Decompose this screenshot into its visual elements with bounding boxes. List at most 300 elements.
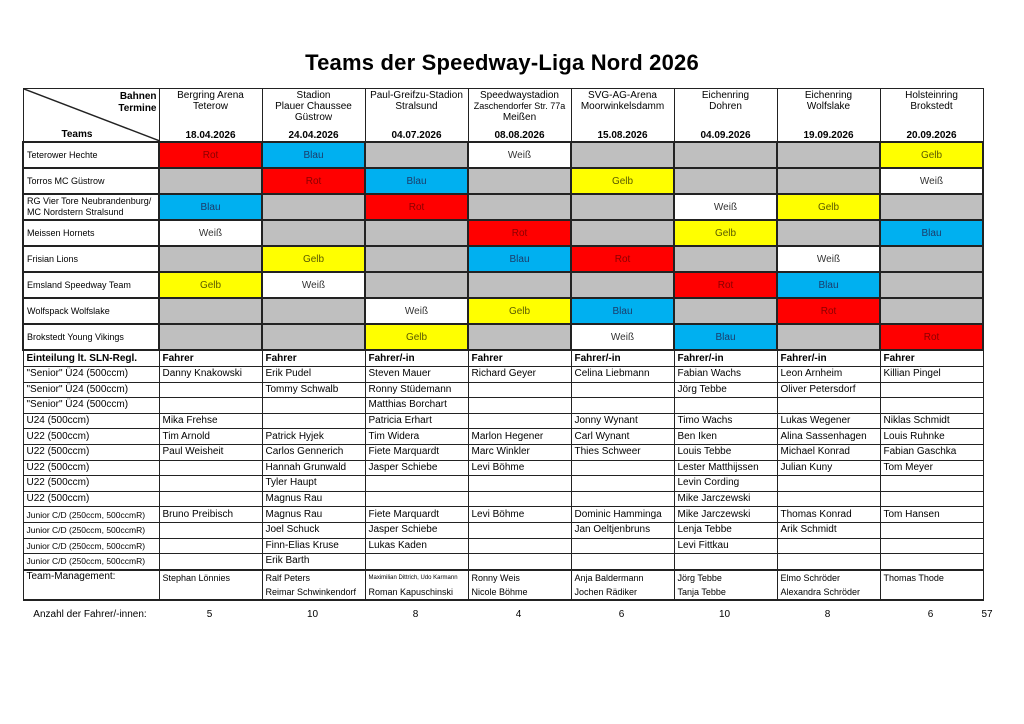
team-name: Emsland Speedway Team xyxy=(23,272,159,298)
empty-cell xyxy=(571,272,674,298)
driver-name: Louis Tebbe xyxy=(674,444,777,460)
footer-counts xyxy=(22,609,1022,623)
venue-line: Stadion xyxy=(296,90,331,101)
empty-cell xyxy=(468,194,571,220)
driver-name: Erik Pudel xyxy=(262,367,365,383)
management-cell xyxy=(674,570,777,600)
venue-line: Bergring Arena xyxy=(177,90,244,101)
empty-driver-cell xyxy=(365,476,468,492)
empty-cell xyxy=(674,142,777,168)
driver-name: Lukas Wegener xyxy=(777,413,880,429)
color-assignment-cell: Blau xyxy=(365,168,468,194)
driver-name: Jörg Tebbe xyxy=(674,382,777,398)
footer-label: Anzahl der Fahrer/-innen: xyxy=(33,609,147,620)
class-column-header: Einteilung lt. SLN-Regl. xyxy=(23,350,159,367)
team-row xyxy=(23,324,983,350)
empty-driver-cell xyxy=(262,413,365,429)
venue-date: 20.09.2026 xyxy=(906,130,957,141)
empty-cell xyxy=(159,168,262,194)
management-cell xyxy=(571,570,674,600)
venue-name xyxy=(884,89,980,130)
venue-name xyxy=(472,89,568,130)
driver-class: "Senior" Ü24 (500ccm) xyxy=(23,367,159,383)
color-assignment-cell: Rot xyxy=(468,220,571,246)
driver-row xyxy=(23,429,983,445)
empty-driver-cell xyxy=(468,538,571,554)
driver-row xyxy=(23,413,983,429)
empty-cell xyxy=(262,298,365,324)
driver-column-header: Fahrer xyxy=(880,350,983,367)
venue-name xyxy=(781,89,877,130)
driver-name: Tom Meyer xyxy=(880,460,983,476)
manager-name: Maximilian Dittrich, Udo Karmann xyxy=(368,574,458,581)
venue-header xyxy=(674,89,777,143)
empty-driver-cell xyxy=(571,398,674,414)
venue-line: Teterow xyxy=(192,101,228,112)
driver-column-header: Fahrer xyxy=(468,350,571,367)
empty-driver-cell xyxy=(674,554,777,570)
manager-name: Ronny Weis xyxy=(471,572,520,583)
driver-name: Levin Cording xyxy=(674,476,777,492)
header-row xyxy=(23,89,983,143)
empty-cell xyxy=(365,272,468,298)
team-row xyxy=(23,220,983,246)
driver-name: Jonny Wynant xyxy=(571,413,674,429)
manager-name: Jochen Rädiker xyxy=(574,586,638,597)
color-assignment-cell: Weiß xyxy=(777,246,880,272)
color-assignment-cell: Blau xyxy=(880,220,983,246)
driver-name: Fiete Marquardt xyxy=(365,444,468,460)
management-cell xyxy=(262,570,365,600)
color-assignment-cell: Weiß xyxy=(468,142,571,168)
manager-name: Nicole Böhme xyxy=(471,586,528,597)
empty-driver-cell xyxy=(777,491,880,507)
color-assignment-cell: Blau xyxy=(159,194,262,220)
empty-driver-cell xyxy=(777,554,880,570)
venue-line: Speedwaystadion xyxy=(480,90,559,101)
team-name: RG Vier Tore Neubrandenburg/ MC Nordstern Stralsund xyxy=(23,194,159,220)
venue-header xyxy=(880,89,983,143)
empty-driver-cell xyxy=(880,491,983,507)
venue-line xyxy=(781,112,877,123)
driver-name: Fiete Marquardt xyxy=(365,507,468,523)
venue-line xyxy=(369,112,465,123)
manager-name: Roman Kapuschinski xyxy=(368,586,454,597)
driver-row xyxy=(23,507,983,523)
driver-name: Levi Böhme xyxy=(468,460,571,476)
color-assignment-cell: Weiß xyxy=(880,168,983,194)
driver-name: Leon Arnheim xyxy=(777,367,880,383)
color-assignment-cell: Rot xyxy=(571,246,674,272)
manager-name: Elmo Schröder xyxy=(780,572,841,583)
color-assignment-cell: Gelb xyxy=(468,298,571,324)
driver-count: 8 xyxy=(412,609,419,620)
driver-class: U22 (500ccm) xyxy=(23,460,159,476)
driver-name: Lester Matthijssen xyxy=(674,460,777,476)
team-name: Brokstedt Young Vikings xyxy=(23,324,159,350)
driver-name: Dominic Hamminga xyxy=(571,507,674,523)
manager-name xyxy=(884,585,980,599)
team-name: Torros MC Güstrow xyxy=(23,168,159,194)
empty-driver-cell xyxy=(880,554,983,570)
venue-name xyxy=(266,89,362,130)
empty-cell xyxy=(880,246,983,272)
venue-date: 24.04.2026 xyxy=(288,130,339,141)
empty-driver-cell xyxy=(777,476,880,492)
color-assignment-cell: Rot xyxy=(777,298,880,324)
driver-count: 6 xyxy=(618,609,625,620)
empty-cell xyxy=(159,298,262,324)
driver-name: Levi Böhme xyxy=(468,507,571,523)
empty-driver-cell xyxy=(159,460,262,476)
manager-name: Reimar Schwinkendorf xyxy=(265,586,357,597)
empty-cell xyxy=(880,194,983,220)
driver-name: Lenja Tebbe xyxy=(674,522,777,538)
empty-driver-cell xyxy=(880,476,983,492)
manager-name: Tanja Tebbe xyxy=(677,586,726,597)
driver-total: 57 xyxy=(981,609,993,620)
color-assignment-cell: Weiß xyxy=(159,220,262,246)
empty-driver-cell xyxy=(365,554,468,570)
empty-driver-cell xyxy=(468,413,571,429)
driver-count: 4 xyxy=(515,609,522,620)
empty-driver-cell xyxy=(880,522,983,538)
empty-driver-cell xyxy=(365,491,468,507)
page-title: Teams der Speedway-Liga Nord 2026 xyxy=(305,50,699,75)
venue-line xyxy=(884,112,980,123)
management-cell xyxy=(365,570,468,600)
manager-name: Anja Baldermann xyxy=(574,572,644,583)
driver-class: U22 (500ccm) xyxy=(23,429,159,445)
empty-cell xyxy=(777,324,880,350)
venue-name xyxy=(163,89,259,130)
venue-line: Güstrow xyxy=(294,112,333,123)
driver-name: Oliver Petersdorf xyxy=(777,382,880,398)
empty-cell xyxy=(777,220,880,246)
driver-name: Carl Wynant xyxy=(571,429,674,445)
color-assignment-cell: Rot xyxy=(159,142,262,168)
venue-line: Wolfslake xyxy=(806,101,851,112)
venue-date: 04.07.2026 xyxy=(391,130,442,141)
league-table xyxy=(22,88,984,601)
driver-class: U22 (500ccm) xyxy=(23,476,159,492)
driver-column-header: Fahrer/-in xyxy=(777,350,880,367)
color-assignment-cell: Blau xyxy=(777,272,880,298)
team-row xyxy=(23,246,983,272)
color-assignment-cell: Blau xyxy=(468,246,571,272)
empty-cell xyxy=(159,324,262,350)
empty-driver-cell xyxy=(880,538,983,554)
management-row xyxy=(23,570,983,600)
management-cell xyxy=(159,570,262,600)
driver-name: Finn-Elias Kruse xyxy=(262,538,365,554)
color-assignment-cell: Rot xyxy=(365,194,468,220)
empty-driver-cell xyxy=(159,554,262,570)
empty-driver-cell xyxy=(571,382,674,398)
color-assignment-cell: Rot xyxy=(262,168,365,194)
venue-line xyxy=(575,112,671,123)
driver-class: "Senior" Ü24 (500ccm) xyxy=(23,398,159,414)
venue-line: Brokstedt xyxy=(910,101,953,112)
manager-name: Stephan Lönnies xyxy=(162,572,231,583)
driver-name: Marc Winkler xyxy=(468,444,571,460)
driver-name: Ronny Stüdemann xyxy=(365,382,468,398)
empty-cell xyxy=(159,246,262,272)
corner-bahnen: Bahnen xyxy=(119,91,157,102)
venue-name xyxy=(575,89,671,130)
empty-driver-cell xyxy=(571,538,674,554)
venue-name xyxy=(678,89,774,130)
driver-name: Tom Hansen xyxy=(880,507,983,523)
empty-driver-cell xyxy=(880,382,983,398)
driver-class: U22 (500ccm) xyxy=(23,444,159,460)
team-row xyxy=(23,272,983,298)
empty-cell xyxy=(674,298,777,324)
empty-driver-cell xyxy=(159,491,262,507)
empty-driver-cell xyxy=(159,398,262,414)
manager-name: Jörg Tebbe xyxy=(677,572,722,583)
empty-cell xyxy=(880,272,983,298)
empty-driver-cell xyxy=(571,460,674,476)
driver-name: Julian Kuny xyxy=(777,460,880,476)
driver-class: Junior C/D (250ccm, 500ccmR) xyxy=(23,507,159,523)
empty-driver-cell xyxy=(880,398,983,414)
empty-cell xyxy=(468,324,571,350)
team-row xyxy=(23,168,983,194)
driver-count: 6 xyxy=(927,609,934,620)
venue-line: Zaschendorfer Str. 77a xyxy=(473,101,566,111)
driver-name: Mika Frehse xyxy=(159,413,262,429)
venue-date: 04.09.2026 xyxy=(700,130,751,141)
venue-header xyxy=(571,89,674,143)
driver-row xyxy=(23,554,983,570)
driver-column-header: Fahrer/-in xyxy=(365,350,468,367)
driver-name: Danny Knakowski xyxy=(159,367,262,383)
venue-line: Dohren xyxy=(709,101,742,112)
venue-header xyxy=(365,89,468,143)
management-cell xyxy=(468,570,571,600)
color-assignment-cell: Gelb xyxy=(262,246,365,272)
color-assignment-cell: Gelb xyxy=(159,272,262,298)
driver-class: "Senior" Ü24 (500ccm) xyxy=(23,382,159,398)
venue-date: 19.09.2026 xyxy=(803,130,854,141)
color-assignment-cell: Weiß xyxy=(674,194,777,220)
color-assignment-cell: Weiß xyxy=(571,324,674,350)
driver-name: Carlos Gennerich xyxy=(262,444,365,460)
corner-labels xyxy=(118,91,156,115)
venue-line xyxy=(163,112,259,123)
empty-driver-cell xyxy=(777,398,880,414)
color-assignment-cell: Gelb xyxy=(880,142,983,168)
empty-driver-cell xyxy=(468,476,571,492)
empty-cell xyxy=(262,194,365,220)
empty-driver-cell xyxy=(674,398,777,414)
driver-row xyxy=(23,460,983,476)
empty-cell xyxy=(571,220,674,246)
driver-name: Timo Wachs xyxy=(674,413,777,429)
driver-name: Tommy Schwalb xyxy=(262,382,365,398)
driver-name: Richard Geyer xyxy=(468,367,571,383)
color-assignment-cell: Gelb xyxy=(674,220,777,246)
empty-cell xyxy=(777,168,880,194)
driver-class: Junior C/D (250ccm, 500ccmR) xyxy=(23,554,159,570)
driver-name: Arik Schmidt xyxy=(777,522,880,538)
team-name: Wolfspack Wolfslake xyxy=(23,298,159,324)
venue-header xyxy=(159,89,262,143)
driver-name: Jan Oeltjenbruns xyxy=(571,522,674,538)
management-cell xyxy=(777,570,880,600)
driver-class: U22 (500ccm) xyxy=(23,491,159,507)
driver-name: Jasper Schiebe xyxy=(365,522,468,538)
driver-row xyxy=(23,522,983,538)
driver-row xyxy=(23,491,983,507)
empty-cell xyxy=(262,324,365,350)
driver-name: Patricia Erhart xyxy=(365,413,468,429)
driver-name: Thomas Konrad xyxy=(777,507,880,523)
driver-name: Niklas Schmidt xyxy=(880,413,983,429)
driver-count: 10 xyxy=(718,609,731,620)
drivers-header-row xyxy=(23,350,983,367)
driver-row xyxy=(23,538,983,554)
driver-name: Ben Iken xyxy=(674,429,777,445)
venue-line xyxy=(678,112,774,123)
venue-line: Paul-Greifzu-Stadion xyxy=(370,90,463,101)
empty-driver-cell xyxy=(159,522,262,538)
driver-name: Jasper Schiebe xyxy=(365,460,468,476)
driver-row xyxy=(23,367,983,383)
manager-name: Ralf Peters xyxy=(265,572,311,583)
team-row xyxy=(23,298,983,324)
driver-name: Paul Weisheit xyxy=(159,444,262,460)
driver-name: Matthias Borchart xyxy=(365,398,468,414)
driver-class: Junior C/D (250ccm, 500ccmR) xyxy=(23,522,159,538)
manager-name xyxy=(163,585,259,599)
driver-name: Louis Ruhnke xyxy=(880,429,983,445)
venue-line: Eichenring xyxy=(804,90,853,101)
venue-line: Eichenring xyxy=(701,90,750,101)
empty-cell xyxy=(674,168,777,194)
team-name: Meissen Hornets xyxy=(23,220,159,246)
driver-class: U24 (500ccm) xyxy=(23,413,159,429)
team-row xyxy=(23,142,983,168)
empty-cell xyxy=(468,272,571,298)
driver-name: Hannah Grunwald xyxy=(262,460,365,476)
manager-name: Alexandra Schröder xyxy=(780,586,861,597)
driver-name: Mike Jarczewski xyxy=(674,491,777,507)
driver-row xyxy=(23,398,983,414)
empty-driver-cell xyxy=(468,554,571,570)
driver-row xyxy=(23,382,983,398)
venue-date: 15.08.2026 xyxy=(597,130,648,141)
driver-count: 5 xyxy=(206,609,213,620)
empty-cell xyxy=(880,298,983,324)
driver-column-header: Fahrer xyxy=(159,350,262,367)
driver-column-header: Fahrer/-in xyxy=(674,350,777,367)
team-row xyxy=(23,194,983,220)
driver-name: Marlon Hegener xyxy=(468,429,571,445)
venue-line: Stralsund xyxy=(395,101,438,112)
driver-name: Steven Mauer xyxy=(365,367,468,383)
color-assignment-cell: Blau xyxy=(674,324,777,350)
empty-driver-cell xyxy=(468,398,571,414)
driver-row xyxy=(23,476,983,492)
manager-name: Thomas Thode xyxy=(883,572,944,583)
color-assignment-cell: Weiß xyxy=(365,298,468,324)
corner-cell xyxy=(23,89,159,143)
empty-driver-cell xyxy=(468,382,571,398)
driver-name: Celina Liebmann xyxy=(571,367,674,383)
driver-column-header: Fahrer/-in xyxy=(571,350,674,367)
driver-name: Tim Widera xyxy=(365,429,468,445)
venue-header xyxy=(468,89,571,143)
driver-name: Fabian Wachs xyxy=(674,367,777,383)
empty-driver-cell xyxy=(468,491,571,507)
driver-name: Joel Schuck xyxy=(262,522,365,538)
empty-driver-cell xyxy=(777,538,880,554)
empty-driver-cell xyxy=(159,476,262,492)
venue-line: SVG-AG-Arena xyxy=(588,90,657,101)
color-assignment-cell: Blau xyxy=(571,298,674,324)
color-assignment-cell: Weiß xyxy=(262,272,365,298)
color-assignment-cell: Gelb xyxy=(571,168,674,194)
color-assignment-cell: Rot xyxy=(674,272,777,298)
driver-name: Fabian Gaschka xyxy=(880,444,983,460)
empty-cell xyxy=(571,194,674,220)
venue-header xyxy=(777,89,880,143)
corner-termine: Termine xyxy=(118,103,157,114)
empty-driver-cell xyxy=(159,382,262,398)
empty-driver-cell xyxy=(262,398,365,414)
driver-name: Magnus Rau xyxy=(262,507,365,523)
empty-cell xyxy=(571,142,674,168)
driver-class: Junior C/D (250ccm, 500ccmR) xyxy=(23,538,159,554)
empty-driver-cell xyxy=(571,476,674,492)
empty-cell xyxy=(674,246,777,272)
driver-name: Tyler Haupt xyxy=(262,476,365,492)
driver-name: Erik Barth xyxy=(262,554,365,570)
driver-name: Michael Konrad xyxy=(777,444,880,460)
venue-line: Plauer Chaussee xyxy=(275,101,352,112)
color-assignment-cell: Gelb xyxy=(365,324,468,350)
driver-name: Magnus Rau xyxy=(262,491,365,507)
management-label: Team-Management: xyxy=(23,570,159,600)
driver-count: 8 xyxy=(824,609,831,620)
empty-cell xyxy=(468,168,571,194)
driver-name: Patrick Hyjek xyxy=(262,429,365,445)
driver-name: Killian Pingel xyxy=(880,367,983,383)
driver-name: Lukas Kaden xyxy=(365,538,468,554)
driver-name: Thies Schweer xyxy=(571,444,674,460)
corner-teams: Teams xyxy=(61,129,93,140)
driver-name: Mike Jarczewski xyxy=(674,507,777,523)
team-name: Frisian Lions xyxy=(23,246,159,272)
empty-driver-cell xyxy=(159,538,262,554)
color-assignment-cell: Gelb xyxy=(777,194,880,220)
color-assignment-cell: Blau xyxy=(262,142,365,168)
venue-line: Meißen xyxy=(502,112,537,123)
driver-name: Tim Arnold xyxy=(159,429,262,445)
empty-cell xyxy=(262,220,365,246)
driver-row xyxy=(23,444,983,460)
empty-cell xyxy=(365,142,468,168)
venue-date: 08.08.2026 xyxy=(494,130,545,141)
venue-date: 18.04.2026 xyxy=(185,130,236,141)
driver-column-header: Fahrer xyxy=(262,350,365,367)
venue-name xyxy=(369,89,465,130)
team-name: Teterower Hechte xyxy=(23,142,159,168)
empty-driver-cell xyxy=(468,522,571,538)
driver-name: Bruno Preibisch xyxy=(159,507,262,523)
